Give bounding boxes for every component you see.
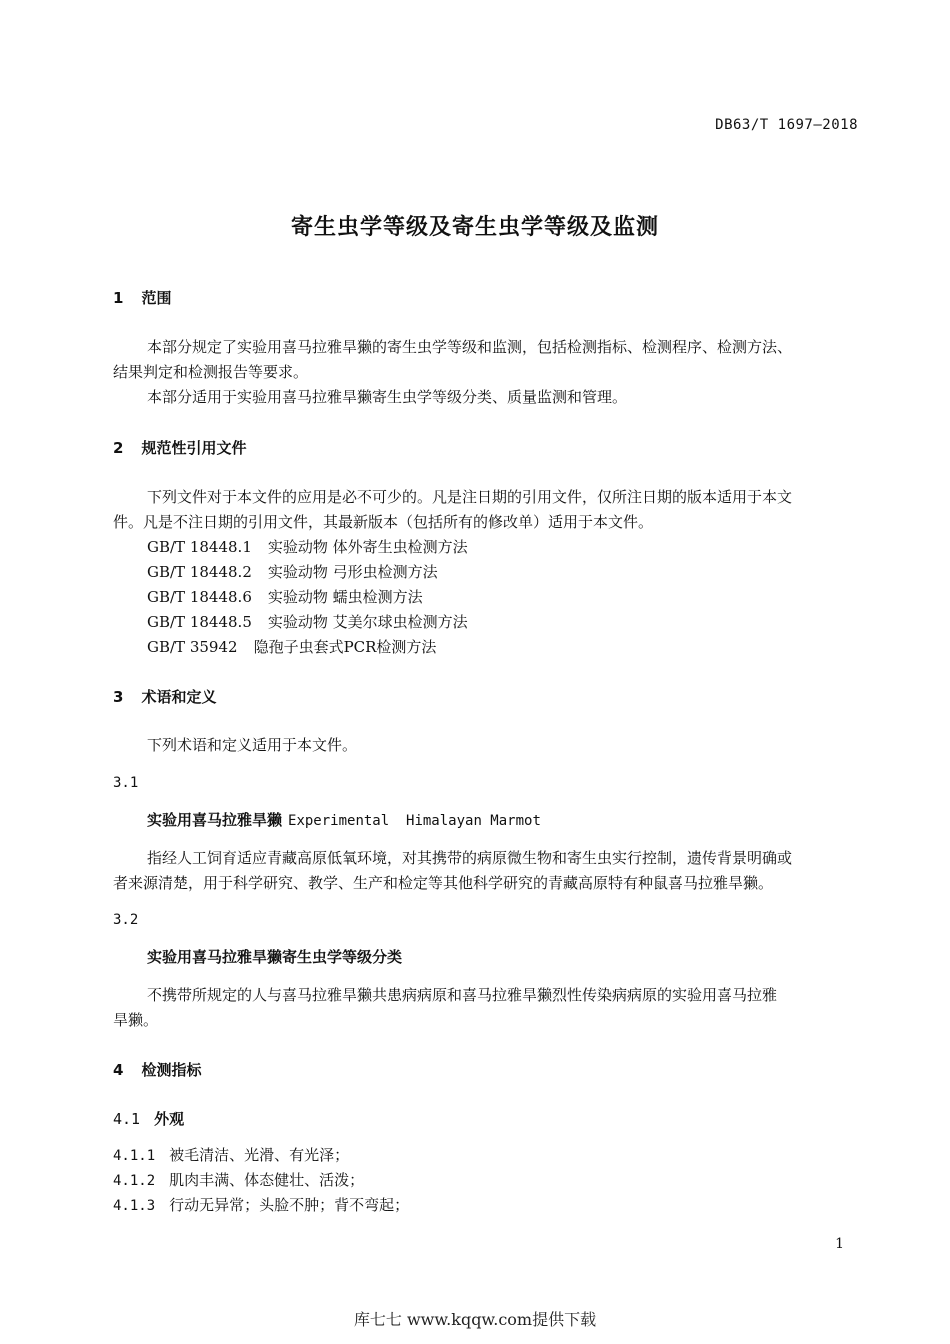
list-item: [113, 1168, 364, 1194]
item-text: 肌肉丰满、体态健壮、活泼；: [169, 1171, 365, 1189]
page-number: 1: [835, 1236, 844, 1252]
item-text: 行动无异常；头脸不肿；背不弯起；: [169, 1196, 410, 1214]
section-2-heading: [113, 437, 246, 458]
section-number: 2: [113, 439, 124, 457]
paragraph-line: 指经人工饲育适应青藏高原低氧环境，对其携带的病原微生物和寄生虫实行控制，遗传背景明确或: [147, 849, 793, 867]
document-title: 寄生虫学等级及寄生虫学等级及监测: [290, 215, 659, 240]
section-number: 1: [113, 289, 124, 307]
list-item: [113, 1193, 409, 1219]
reference-title: 实验动物 弓形虫检测方法: [267, 563, 438, 581]
footer-watermark: 库七七 www.kqqw.com提供下载: [353, 1310, 597, 1329]
section-title: 范围: [141, 289, 172, 307]
reference-code: GB/T 18448.1: [147, 538, 252, 556]
paragraph-line: 结果判定和检测报告等要求。: [113, 363, 309, 381]
section-number: 4: [113, 1061, 124, 1079]
paragraph-line: 本部分规定了实验用喜马拉雅旱獭的寄生虫学等级和监测，包括检测指标、检测程序、检测方法、: [147, 338, 793, 356]
paragraph-line: 不携带所规定的人与喜马拉雅旱獭共患病病原和喜马拉雅旱獭烈性传染病病原的实验用喜马拉雅: [147, 986, 778, 1004]
section-title: 规范性引用文件: [141, 439, 247, 457]
paragraph-line: 者来源清楚，用于科学研究、教学、生产和检定等其他科学研究的青藏高原特有种鼠喜马拉雅旱獭。: [113, 874, 774, 892]
term-zh: 实验用喜马拉雅旱獭: [147, 811, 283, 829]
subsection-4-1-heading: [113, 1108, 184, 1129]
term-number: 3.2: [113, 912, 139, 928]
paragraph-line: 本部分适用于实验用喜马拉雅旱獭寄生虫学等级分类、质量监测和管理。: [147, 388, 628, 406]
reference-code: GB/T 18448.6: [147, 588, 252, 606]
reference-title: 实验动物 艾美尔球虫检测方法: [267, 613, 468, 631]
section-4-heading: [113, 1059, 201, 1080]
term-number: 3.1: [113, 775, 139, 791]
section-title: 检测指标: [141, 1061, 202, 1079]
subsection-number: 4.1: [113, 1110, 141, 1128]
reference-title: 实验动物 体外寄生虫检测方法: [267, 538, 468, 556]
document-code: DB63/T 1697—2018: [715, 117, 858, 133]
reference-item: [147, 585, 423, 611]
term-en: Experimental Himalayan Marmot: [288, 813, 541, 829]
reference-item: [147, 610, 468, 636]
reference-item: [147, 535, 468, 561]
paragraph-line: 下列文件对于本文件的应用是必不可少的。凡是注日期的引用文件，仅所注日期的版本适用于本文: [147, 488, 793, 506]
section-number: 3: [113, 688, 124, 706]
item-number: 4.1.3: [113, 1198, 156, 1214]
term-entry: [147, 808, 541, 834]
item-number: 4.1.2: [113, 1173, 156, 1189]
item-text: 被毛清洁、光滑、有光泽；: [169, 1146, 350, 1164]
section-title: 术语和定义: [141, 688, 217, 706]
paragraph-line: 件。凡是不注日期的引用文件，其最新版本（包括所有的修改单）适用于本文件。: [113, 513, 654, 531]
reference-item: [147, 635, 436, 661]
reference-title: 实验动物 蠕虫检测方法: [267, 588, 423, 606]
section-1-heading: [113, 287, 171, 308]
term-zh: 实验用喜马拉雅旱獭寄生虫学等级分类: [147, 948, 403, 966]
reference-code: GB/T 35942: [147, 638, 238, 656]
reference-code: GB/T 18448.5: [147, 613, 252, 631]
subsection-title: 外观: [154, 1110, 185, 1128]
paragraph-line: 旱獭。: [113, 1011, 159, 1029]
list-item: [113, 1143, 349, 1169]
item-number: 4.1.1: [113, 1148, 156, 1164]
reference-item: [147, 560, 438, 586]
reference-code: GB/T 18448.2: [147, 563, 252, 581]
reference-title: 隐孢子虫套式PCR检测方法: [253, 638, 437, 656]
section-3-heading: [113, 686, 216, 707]
paragraph-line: 下列术语和定义适用于本文件。: [147, 736, 358, 754]
